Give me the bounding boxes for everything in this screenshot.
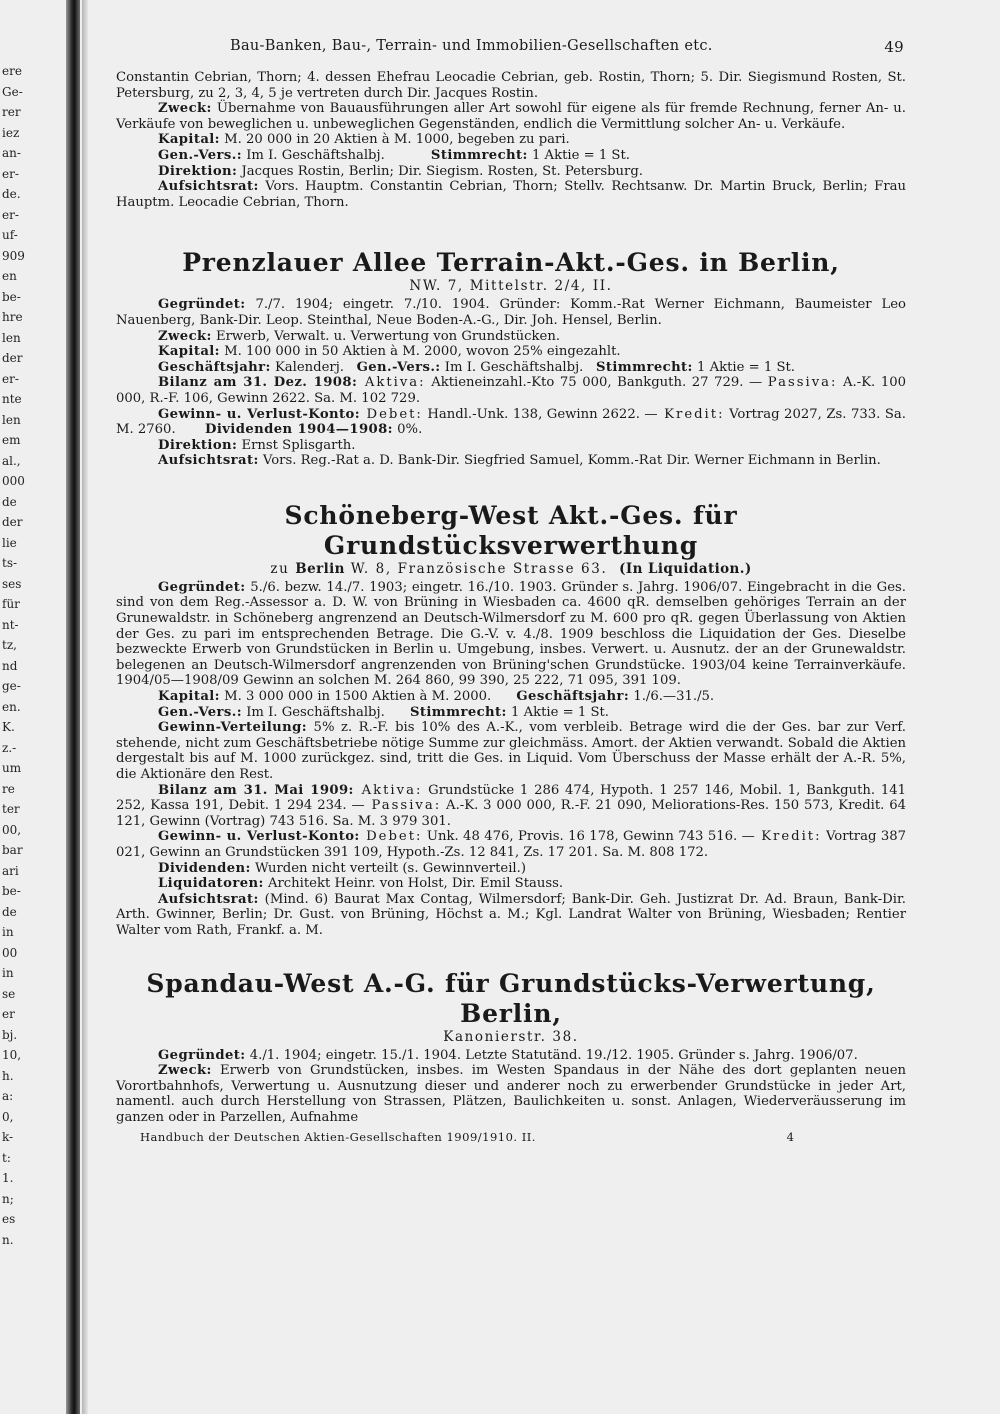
- gutter-fragment: k-: [2, 1130, 14, 1144]
- page-footer: [116, 1130, 906, 1146]
- gutter-fragment: tz,: [2, 638, 17, 652]
- gutter-fragment: n.: [2, 1232, 14, 1247]
- gutter-fragment: 0,: [2, 1109, 14, 1124]
- entry-field-genvers: Gen.-Vers.: Im I. Geschäftshalbj. Stimmrecht: 1 Aktie = 1 St.: [158, 147, 630, 163]
- running-header: [116, 38, 906, 64]
- company-title: Prenzlauer Allee Terrain-Akt.-Ges. in Berlin,: [182, 248, 840, 278]
- gutter-fragment: es: [2, 1212, 16, 1226]
- gutter-fragment: er-: [2, 371, 19, 386]
- gutter-fragment: der: [2, 515, 23, 529]
- gutter-fragment: um: [2, 761, 22, 775]
- gutter-fragment: 00,: [2, 822, 22, 837]
- gutter-fragment: h.: [2, 1068, 14, 1083]
- gutter-fragment: t:: [2, 1150, 11, 1165]
- gutter-fragment: iez: [2, 125, 20, 140]
- entry-field-gewinn-verlust: Gewinn- u. Verlust-Konto: Debet: Unk. 48 476, Provis. 16 178, Gewinn 743 516. — Kredit: Vortrag 387 021, Gewinn an Grundstücken 391 109, Hypoth.-Zs. 12 841, Zs. 17 201. Sa. M. 808 172.: [116, 829, 906, 860]
- gutter-fragment: be-: [2, 884, 21, 898]
- gutter-fragment: ter: [2, 802, 20, 816]
- founders-continued: Constantin Cebrian, Thorn; 4. dessen Ehefrau Leocadie Cebrian, geb. Rostin, Thorn; 5. Dir. Siegismund Rosten, St. Petersburg, zu 2, 3, 4, 5 je vertreten durch Dir. Jacques Rostin.: [116, 70, 906, 101]
- entry-field-kapital: Kapital: M. 3 000 000 in 1500 Aktien à M. 2000. Geschäftsjahr: 1./6.—31./5.: [158, 689, 715, 705]
- company-entry-spandau-west: [116, 969, 906, 1126]
- gutter-fragment: de.: [2, 187, 21, 201]
- gutter-fragment: 1.: [2, 1171, 14, 1185]
- gutter-fragment: nt-: [2, 617, 19, 632]
- gutter-fragment: rer: [2, 105, 21, 119]
- entry-field-kapital: Kapital: M. 20 000 in 20 Aktien à M. 1000, begeben zu pari.: [158, 132, 570, 148]
- entry-field-aufsichtsrat: Aufsichtsrat: Vors. Reg.-Rat a. D. Bank-Dir. Siegfried Samuel, Komm.-Rat Dir. Werner Eichmann in Berlin.: [158, 453, 881, 469]
- entry-field-geschaeftsjahr: Geschäftsjahr: Kalenderj. Gen.-Vers.: Im I. Geschäftshalbj. Stimmrecht: 1 Aktie = 1 St.: [158, 359, 795, 375]
- gutter-fragment: en.: [2, 699, 21, 714]
- gutter-fragment: z.-: [2, 740, 17, 755]
- gutter-fragment: 000: [2, 474, 25, 488]
- gutter-fragment: ari: [2, 863, 19, 878]
- gutter-fragment: len: [2, 330, 21, 345]
- gutter-fragment: hre: [2, 310, 23, 324]
- entry-field-kapital: Kapital: M. 100 000 in 50 Aktien à M. 2000, wovon 25% eingezahlt.: [158, 344, 621, 360]
- gutter-fragment: 00: [2, 945, 18, 960]
- entry-field-gewinn-verteilung: Gewinn-Verteilung: 5% z. R.-F. bis 10% des A.-K., vom verbleib. Betrage wird die der Ges. bar zur Verf. stehende, nicht zum Geschäftsbetriebe nötige Summe zur gleichmäss. Amort. der Aktien verwandt. Sobald die Aktien dergestalt bis auf M. 1000 zurückgez. sind, tritt die Ges. in Liquid. Vom Überschuss der Masse erhält der A.-R. 5%, die Aktionäre den Rest.: [116, 720, 906, 782]
- gutter-fragment: nte: [2, 392, 22, 406]
- gutter-fragment: lie: [2, 535, 17, 550]
- gutter-fragment: ge-: [2, 679, 21, 693]
- running-head-title: Bau-Banken, Bau-, Terrain- und Immobilien-Gesellschaften etc.: [230, 38, 713, 54]
- entry-field-aufsichtsrat: Aufsichtsrat: Vors. Hauptm. Constantin Cebrian, Thorn; Stellv. Rechtsanw. Dr. Martin Bruck, Berlin; Frau Hauptm. Leocadie Cebrian, Thorn.: [116, 179, 906, 210]
- text-column: [116, 38, 906, 1146]
- gutter-fragment: K.: [2, 720, 15, 734]
- gutter-fragment: re: [2, 781, 15, 796]
- adjacent-page-fragments: [0, 0, 60, 1414]
- company-entry-prenzlauer: [116, 248, 906, 469]
- gutter-fragment: be-: [2, 289, 21, 304]
- entry-field-gegruendet: Gegründet: 4./1. 1904; eingetr. 15./1. 1904. Letzte Statutänd. 19./12. 1905. Gründer s. Jahrg. 1906/07.: [158, 1047, 858, 1063]
- entry-field-bilanz: Bilanz am 31. Dez. 1908: Aktiva: Aktieneinzahl.-Kto 75 000, Bankguth. 27 729. — Passiva: A.-K. 100 000, R.-F. 106, Gewinn 2622. Sa. M. 102 729.: [116, 375, 906, 406]
- page-number: 49: [884, 38, 904, 56]
- company-address: zu Berlin W. 8, Französische Strasse 63. (In Liquidation.): [270, 560, 752, 577]
- liquidation-badge: (In Liquidation.): [619, 560, 752, 577]
- gutter-fragment: ses: [2, 576, 22, 591]
- gutter-fragment: der: [2, 351, 23, 365]
- book-spine-highlight: [82, 0, 88, 1414]
- entry-field-aufsichtsrat: Aufsichtsrat: (Mind. 6) Baurat Max Contag, Wilmersdorf; Bank-Dir. Geh. Justizrat Dr. Ad. Braun, Bank-Dir. Arth. Gwinner, Berlin; Dr. Gust. von Brüning, Höchst a. M.; Kgl. Landrat Walter von Brüning, Wiesbaden; Rentier Walter vom Rath, Frankf. a. M.: [116, 891, 906, 938]
- entry-field-gegruendet: Gegründet: 7./7. 1904; eingetr. 7./10. 1904. Gründer: Komm.-Rat Werner Eichmann, Baumeister Leo Nauenberg, Bank-Dir. Leop. Steinthal, Neue Boden-A.-G., Dir. Joh. Hensel, Berlin.: [116, 297, 906, 328]
- company-address: Kanonierstr. 38.: [443, 1028, 579, 1045]
- entry-field-gewinn-verlust: Gewinn- u. Verlust-Konto: Debet: Handl.-Unk. 138, Gewinn 2622. — Kredit: Vortrag 2027, Zs. 733. Sa. M. 2760. Dividenden 1904—1908: 0%.: [116, 406, 906, 438]
- gutter-fragment: für: [2, 597, 20, 611]
- gutter-fragment: an-: [2, 146, 21, 160]
- footer-publication: Handbuch der Deutschen Aktien-Gesellschaften 1909/1910. II.: [140, 1129, 536, 1144]
- gutter-fragment: de: [2, 904, 17, 919]
- gutter-fragment: se: [2, 986, 16, 1001]
- company-title: Spandau-West A.-G. für Grundstücks-Verwertung, Berlin,: [146, 968, 876, 1028]
- book-spine-shadow: [66, 0, 80, 1414]
- company-entry-schoeneberg-west: [116, 501, 906, 939]
- gutter-fragment: bj.: [2, 1027, 18, 1042]
- gutter-fragment: em: [2, 433, 21, 447]
- gutter-fragment: al.,: [2, 453, 21, 468]
- gutter-fragment: er-: [2, 166, 19, 181]
- gutter-fragment: er: [2, 1007, 15, 1021]
- entry-field-zweck: Zweck: Erwerb von Grundstücken, insbes. im Westen Spandaus in der Nähe des dort geplanten neuen Vorortbahnhofs, Verwertung u. Ausnutzung dieser und anderer noch zu erwerbender Grundstücke in jeder Art, namentl. auch durch Herstellung von Strassen, Plätzen, Baulichkeiten u. sonst. Anlagen, Wiederveräusserung im ganzen oder in Parzellen, Aufnahme: [116, 1063, 906, 1125]
- entry-field-bilanz: Bilanz am 31. Mai 1909: Aktiva: Grundstücke 1 286 474, Hypoth. 1 257 146, Mobil. 1, Bankguth. 141 252, Kassa 191, Debit. 1 294 234. — Passiva: A.-K. 3 000 000, R.-F. 21 090, Meliorations-Res. 150 573, Kredit. 64 121, Gewinn (Vortrag) 743 516. Sa. M. 3 979 301.: [116, 782, 907, 829]
- entry-field-direktion: Direktion: Jacques Rostin, Berlin; Dir. Siegism. Rosten, St. Petersburg.: [158, 163, 643, 179]
- gutter-fragment: de: [2, 494, 17, 509]
- gutter-fragment: nd: [2, 658, 18, 673]
- gutter-fragment: len: [2, 412, 21, 427]
- company-title: Schöneberg-West Akt.-Ges. für Grundstücksverwerthung: [284, 500, 738, 560]
- entry-field-direktion: Direktion: Ernst Splisgarth.: [158, 437, 356, 453]
- entry-field-dividenden: Dividenden: Wurden nicht verteilt (s. Gewinnverteil.): [158, 860, 526, 876]
- entry-field-gegruendet: Gegründet: 5./6. bezw. 14./7. 1903; eingetr. 16./10. 1903. Gründer s. Jahrg. 1906/07. Eingebracht in die Ges. sind von dem Reg.-Assessor a. D. W. von Brüning in Wiesbaden ca. 4600 qR. demselben gehöriges Terrain an der Grunewaldstr. in Schöneberg angrenzend an Deutsch-Wilmersdorf zu M. 600 pro qR. gegen Überlassung von Aktien der Ges. zu pari im entsprechenden Betrage. Die G.-V. v. 4./8. 1909 beschloss die Liquidation der Ges. Dieselbe bezweckte Erwerb von Grundstücken in Berlin u. Umgebung, insbes. Verwert. u. Ausnutz. der an der Grunewaldstr. belegenen an Deutsch-Wilmersdorf angrenzenden von Brüning'schen Grundstücke. 1903/04 keine Terrainverkäufe. 1904/05—1908/09 Gewinn an solchen M. 264 860, 99 390, 25 222, 71 095, 391 109.: [116, 579, 906, 689]
- gutter-fragment: ere: [2, 64, 22, 78]
- gutter-fragment: a:: [2, 1089, 14, 1103]
- gutter-fragment: Ge-: [2, 84, 23, 99]
- footer-signature-mark: 4: [786, 1129, 794, 1144]
- entry-field-genvers: Gen.-Vers.: Im I. Geschäftshalbj. Stimmrecht: 1 Aktie = 1 St.: [158, 704, 609, 720]
- company-address: NW. 7, Mittelstr. 2/4, II.: [409, 278, 613, 295]
- gutter-fragment: in: [2, 966, 14, 980]
- gutter-fragment: in: [2, 925, 14, 939]
- gutter-fragment: uf-: [2, 228, 18, 242]
- previous-entry-continuation: [116, 70, 906, 210]
- gutter-fragment: 10,: [2, 1048, 22, 1062]
- entry-field-liquidatoren: Liquidatoren: Architekt Heinr. von Holst, Dir. Emil Stauss.: [158, 876, 564, 892]
- entry-field-zweck: Zweck: Übernahme von Bauausführungen aller Art sowohl für eigene als für fremde Rechnung, ferner An- u. Verkäufe von beweglichen u. unbeweglichen Gegenständen, endlich die Vermittlung solcher An- u. Verkäufe.: [116, 101, 906, 132]
- gutter-fragment: 909: [2, 248, 25, 263]
- gutter-fragment: en: [2, 269, 17, 283]
- gutter-fragment: n;: [2, 1191, 14, 1206]
- gutter-fragment: ts-: [2, 556, 18, 570]
- gutter-fragment: er-: [2, 207, 19, 222]
- gutter-fragment: bar: [2, 843, 23, 857]
- entry-field-zweck: Zweck: Erwerb, Verwalt. u. Verwertung von Grundstücken.: [158, 328, 561, 344]
